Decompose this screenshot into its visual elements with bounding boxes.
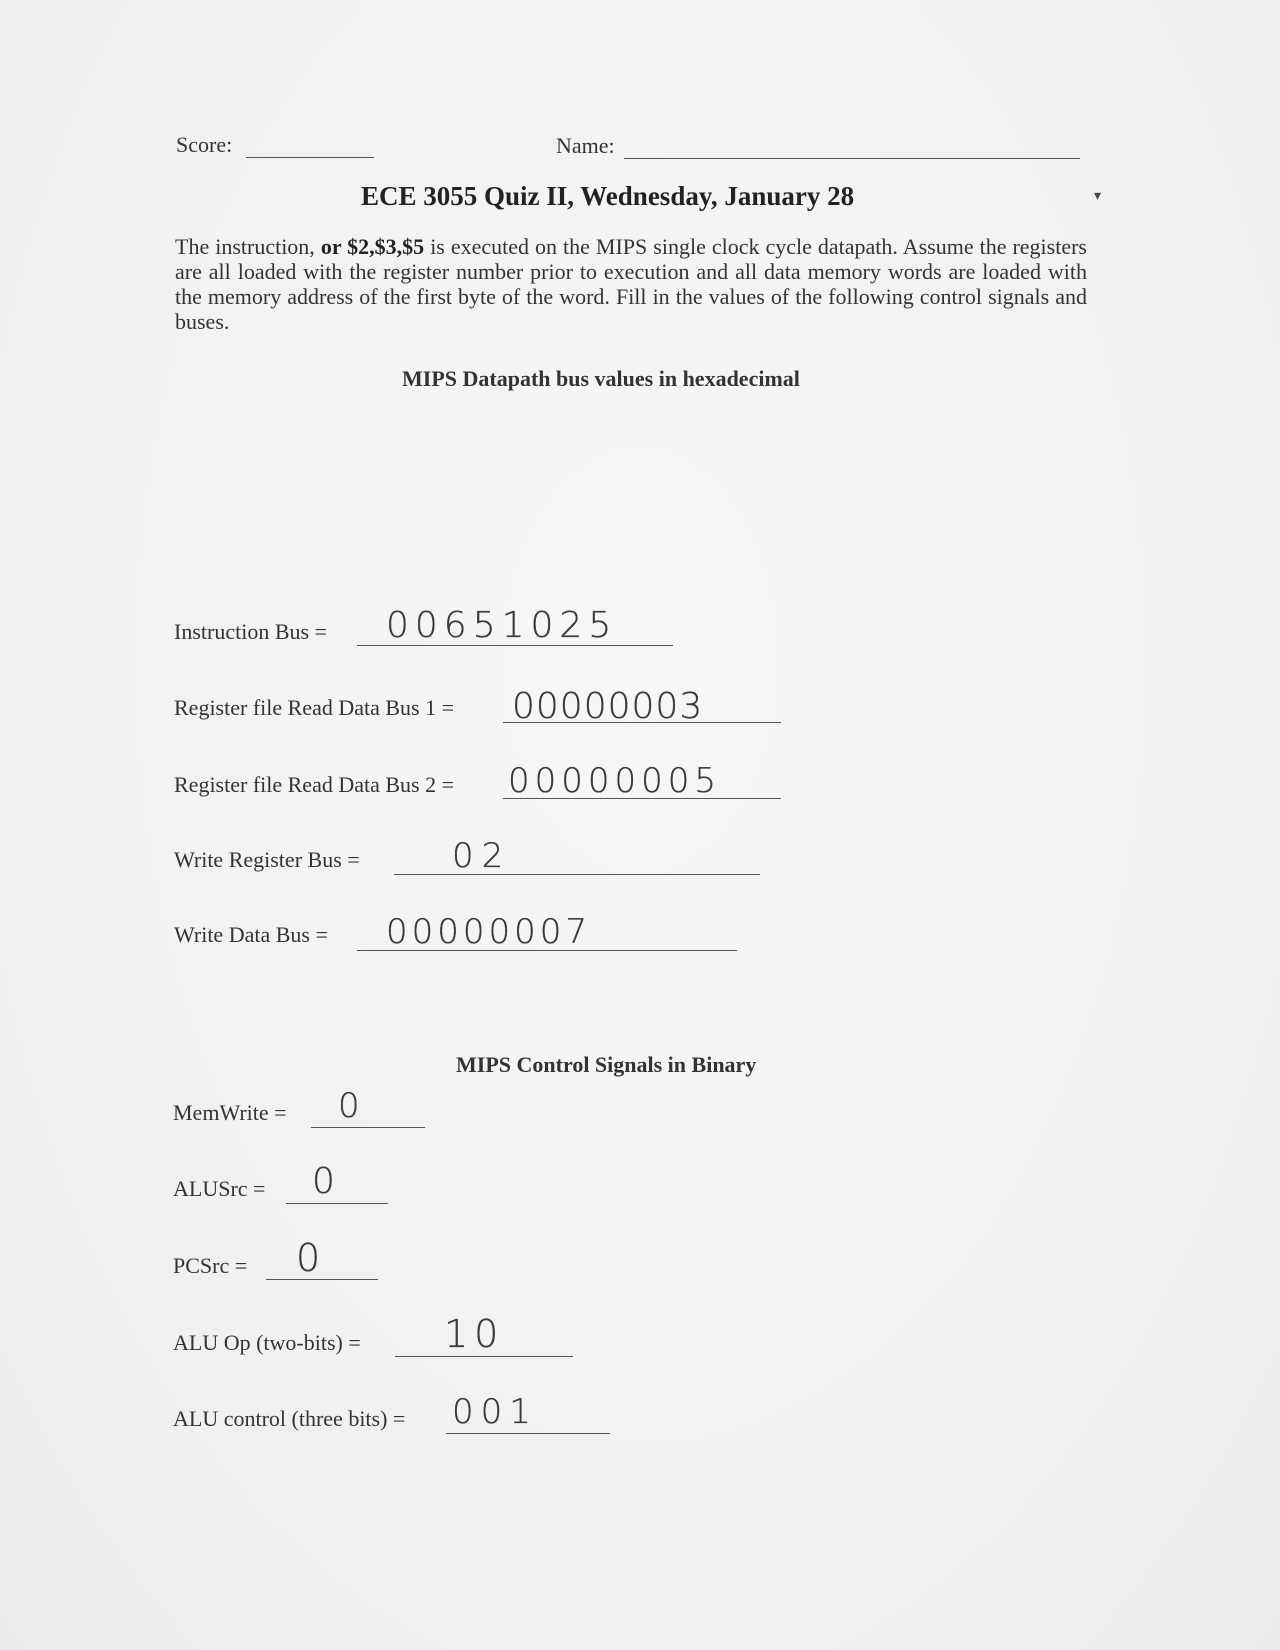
instruction-bus-answer: 00651025	[386, 605, 618, 646]
margin-mark: ▾	[1094, 189, 1102, 204]
write-data-bus-answer: 00000007	[386, 912, 592, 952]
read-data-bus-1-answer: 00000003	[512, 686, 704, 727]
alu-op-answer: 10	[444, 1312, 505, 1356]
instruction-bus-label: Instruction Bus =	[174, 619, 327, 644]
write-data-bus-label: Write Data Bus =	[174, 922, 328, 947]
name-label: Name:	[556, 133, 615, 158]
read-data-bus-2-answer: 00000005	[508, 761, 722, 801]
read-data-bus-2-label: Register file Read Data Bus 2 =	[174, 772, 455, 797]
alusrc-label: ALUSrc =	[173, 1176, 266, 1201]
memwrite-answer: 0	[338, 1086, 364, 1126]
pcsrc-answer: 0	[296, 1236, 325, 1280]
memwrite-blank	[311, 1127, 425, 1128]
alusrc-blank	[286, 1203, 388, 1204]
write-register-bus-label: Write Register Bus =	[174, 847, 360, 872]
score-label: Score:	[176, 132, 233, 157]
alusrc-answer: 0	[312, 1161, 339, 1202]
alu-op-label: ALU Op (two-bits) =	[173, 1330, 361, 1355]
intro-text-1: The instruction,	[175, 234, 321, 259]
control-heading: MIPS Control Signals in Binary	[456, 1052, 757, 1077]
quiz-title: ECE 3055 Quiz II, Wednesday, January 28	[361, 181, 855, 211]
name-blank	[624, 158, 1080, 159]
memwrite-label: MemWrite =	[173, 1100, 287, 1125]
alu-control-label: ALU control (three bits) =	[173, 1406, 406, 1431]
pcsrc-label: PCSrc =	[173, 1253, 248, 1278]
datapath-heading: MIPS Datapath bus values in hexadecimal	[402, 366, 800, 391]
score-blank	[246, 157, 374, 158]
alu-control-blank	[446, 1433, 610, 1434]
instructions-paragraph	[175, 234, 1087, 334]
write-register-bus-answer: 02	[452, 836, 512, 876]
write-register-bus-blank	[394, 874, 760, 875]
intro-instruction: or $2,$3,$5	[320, 234, 425, 259]
intro-text-2: is executed on the MIPS single clock cycle datapath. Assume the registers are all loaded with the register number prior to execution and all data memory words are loaded with the memory address of the first byte of the word. Fill in the values of the following control signals and buses.	[175, 234, 1087, 334]
alu-op-blank	[395, 1356, 573, 1357]
alu-control-answer: 001	[452, 1392, 538, 1432]
read-data-bus-1-label: Register file Read Data Bus 1 =	[174, 695, 455, 720]
